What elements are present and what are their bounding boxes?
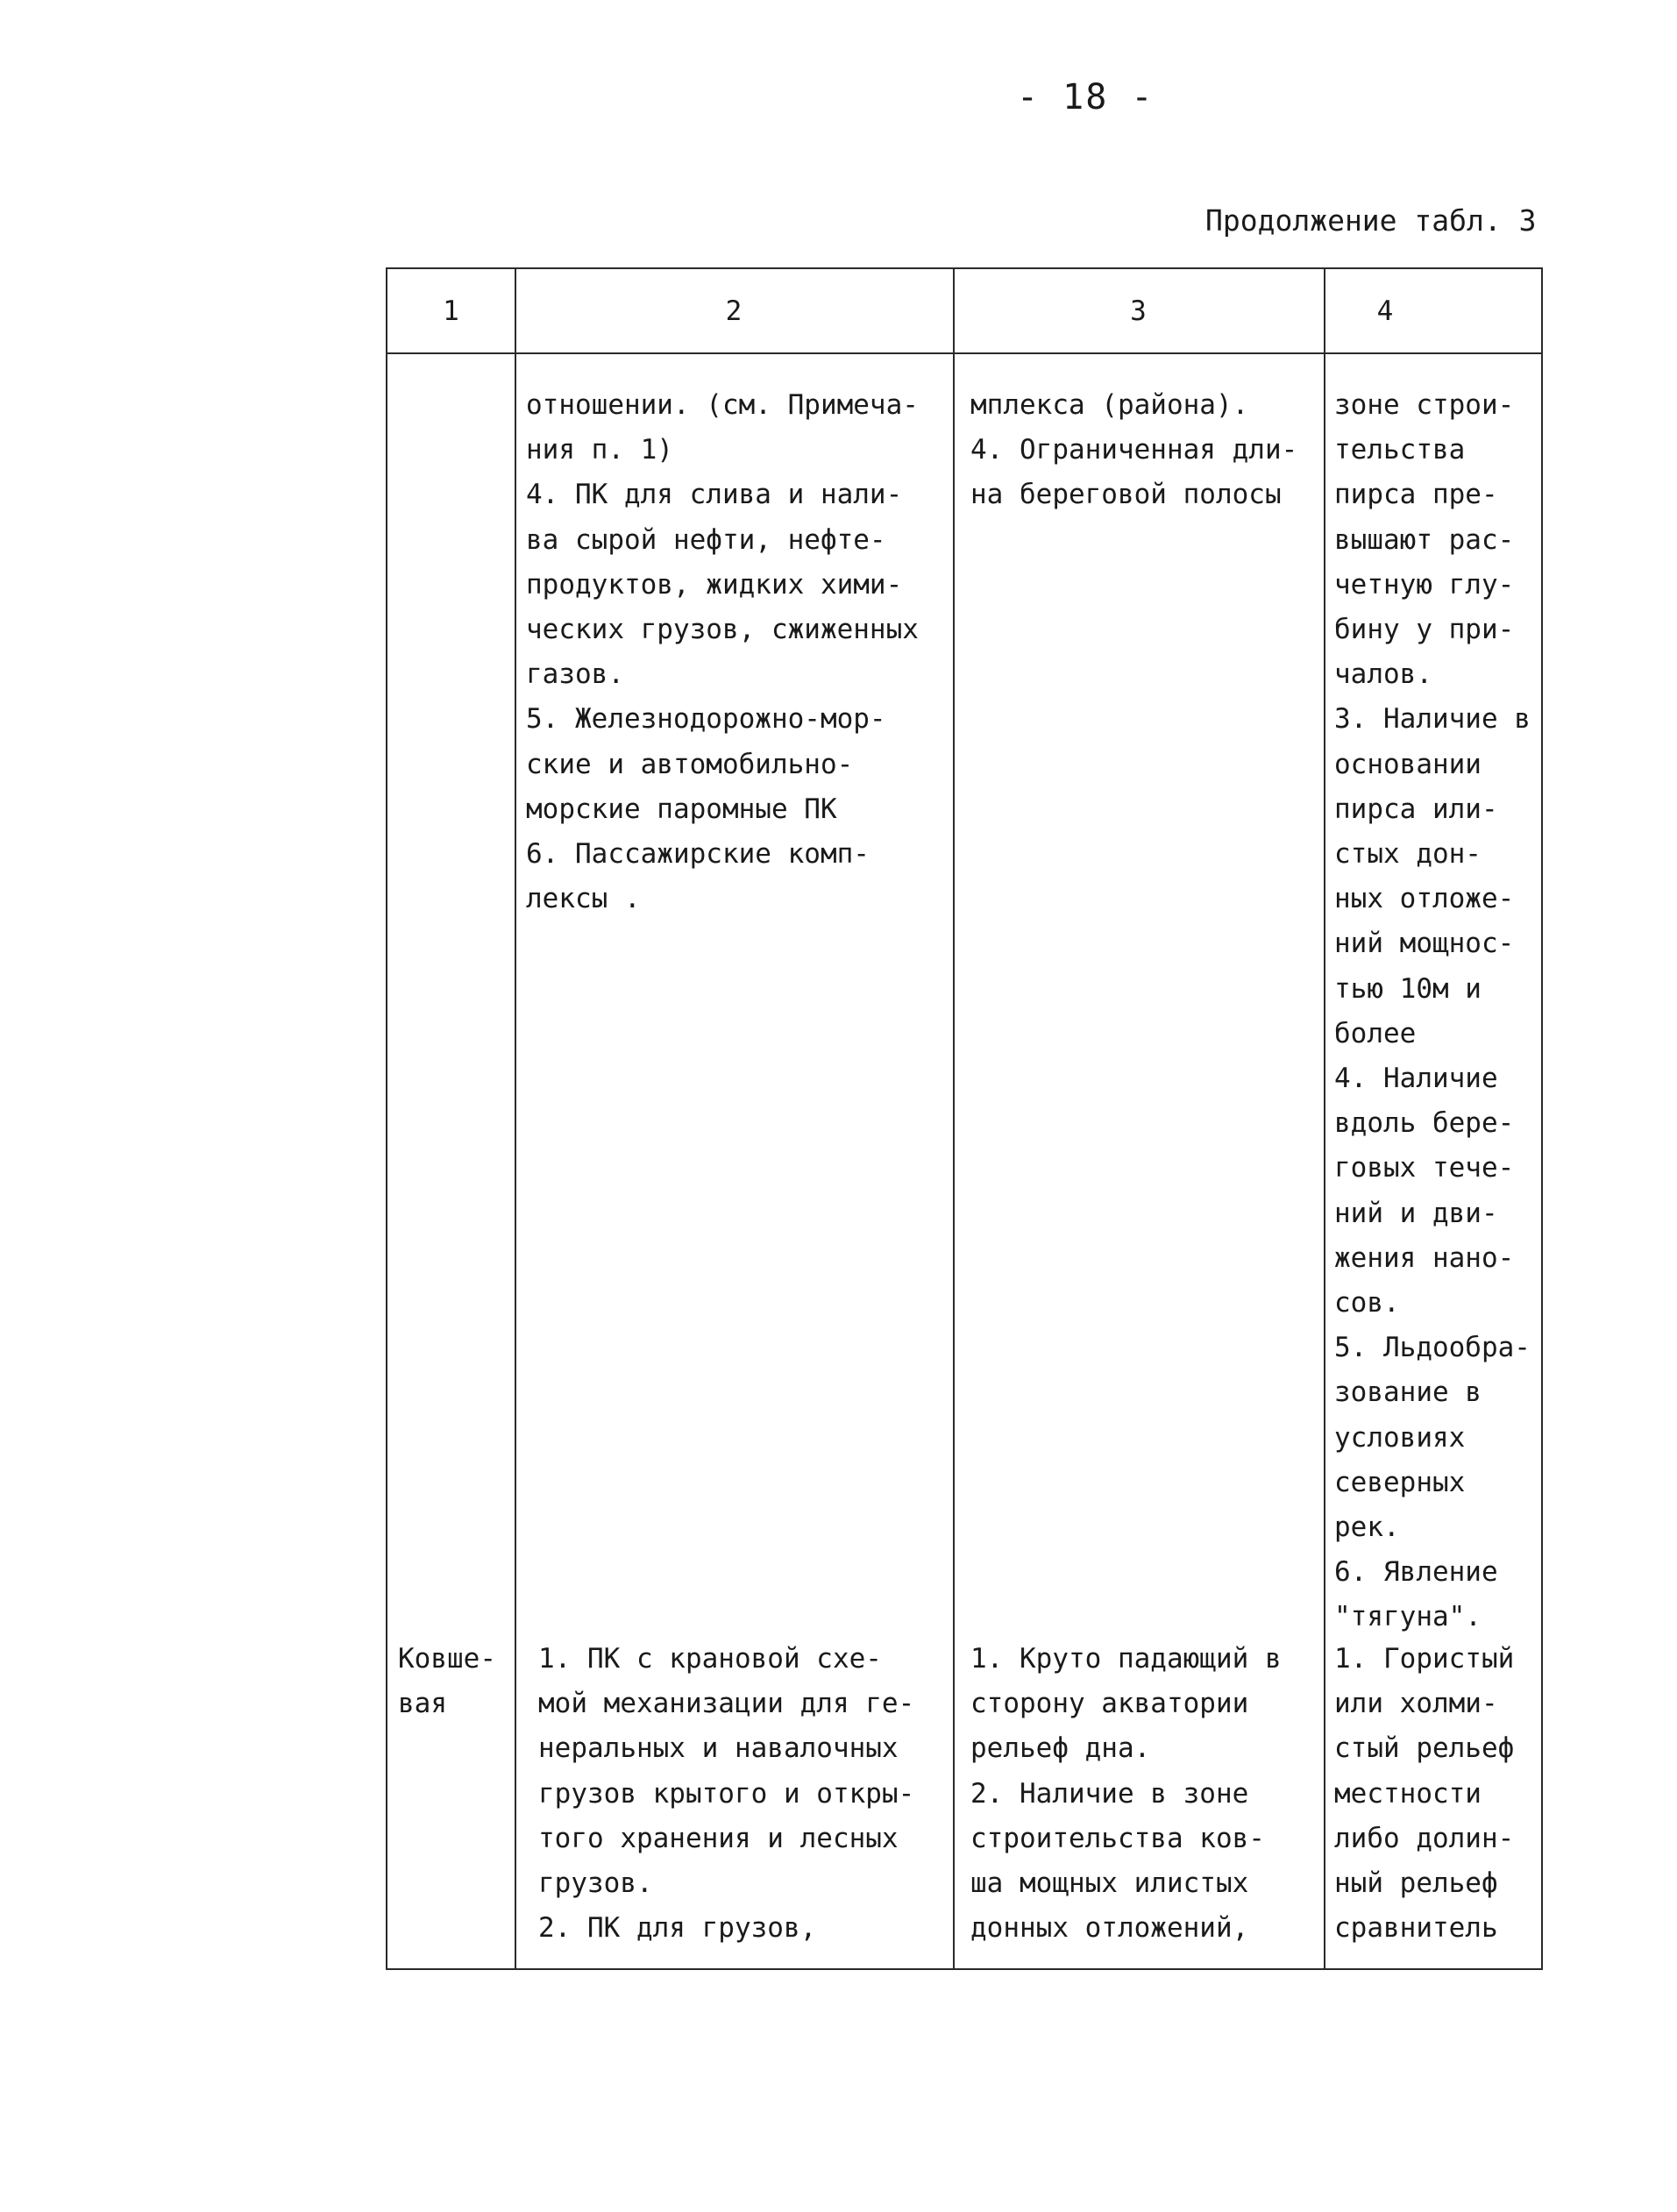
header-col-3: 3 xyxy=(1130,295,1147,327)
data-table xyxy=(386,267,1543,1970)
row2-col3: 1. Круто падающий в сторону акватории рельеф дна. 2. Наличие в зоне строительства ков- ша мощных илистых донных отложений, xyxy=(970,1643,1282,1945)
row1-col4: зоне строи- тельства пирса пре- вышают рас- четную глу- бину у при- чалов. 3. Наличие в основании пирса или- стых дон- ных отложе- ний мощнос- тью 10м и более 4. Наличие вдоль бере- говых тече- ний и дви- жения нано- сов. 5. Льдообра- зование в условиях северных рек. 6. Явление "тягуна". xyxy=(1334,389,1531,1633)
page-number: - 18 - xyxy=(1017,77,1155,117)
header-col-2: 2 xyxy=(725,295,743,327)
row2-col1: Ковше- вая xyxy=(398,1643,496,1720)
row1-col3: мплекса (района). 4. Ограниченная дли- на береговой полосы xyxy=(970,389,1298,511)
row1-col2: отношении. (см. Примеча- ния п. 1) 4. ПК для слива и нали- ва сырой нефти, нефте- продуктов, жидких хими- ческих грузов, сжиженных газов. 5. Железнодорожно-мор- ские и автомобильно- морские паромные ПК 6. Пассажирские комп- лексы . xyxy=(526,389,919,915)
column-divider xyxy=(1324,269,1325,1968)
row2-col2: 1. ПК с крановой схе- мой механизации для ге- неральных и навалочных грузов крытого и откры- того хранения и лесных грузов. 2. ПК для грузов, xyxy=(538,1643,915,1945)
column-divider xyxy=(515,269,516,1968)
header-divider xyxy=(387,352,1541,354)
header-col-4: 4 xyxy=(1376,295,1394,327)
table-continuation-label: Продолжение табл. 3 xyxy=(1205,203,1537,238)
column-divider xyxy=(953,269,955,1968)
row2-col4: 1. Гористый или холми- стый рельеф местности либо долин- ный рельеф сравнитель xyxy=(1334,1643,1515,1945)
header-col-1: 1 xyxy=(443,295,459,327)
